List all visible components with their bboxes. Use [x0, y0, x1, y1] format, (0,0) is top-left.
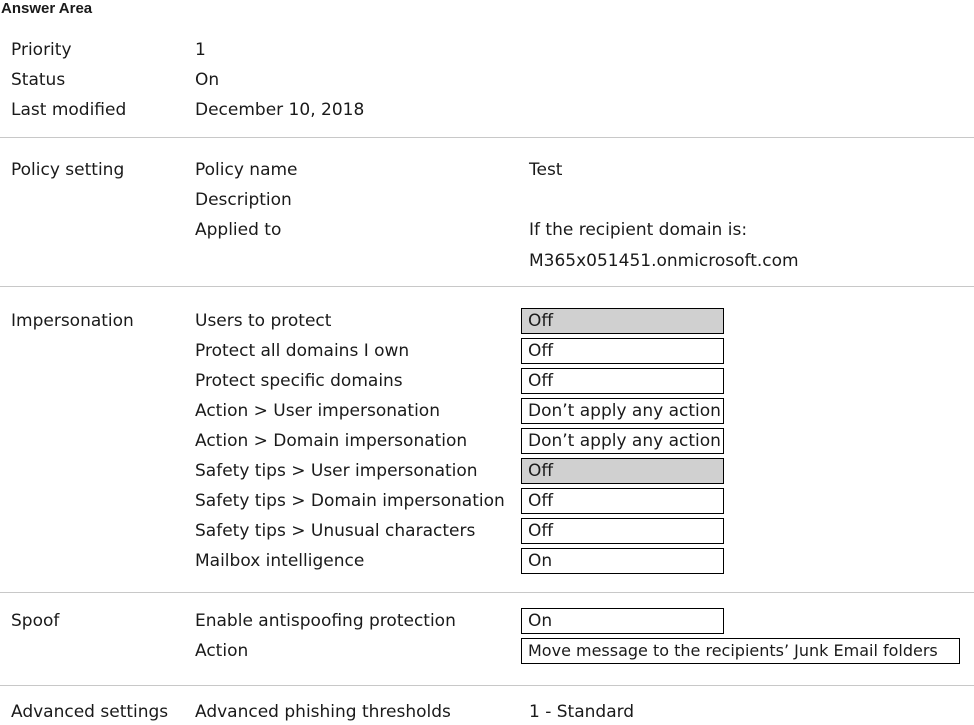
last-modified-value: December 10, 2018 [195, 100, 365, 120]
applied-to-value: If the recipient domain is: [529, 220, 748, 240]
separator [0, 592, 974, 593]
mailbox-intelligence-box[interactable]: On [521, 548, 724, 574]
impersonation-section-label: Impersonation [11, 311, 134, 331]
mailbox-intelligence-label: Mailbox intelligence [195, 551, 365, 571]
separator [0, 685, 974, 686]
users-to-protect-box[interactable]: Off [521, 308, 724, 334]
status-value: On [195, 70, 220, 90]
priority-value: 1 [195, 40, 206, 60]
spoof-section-label: Spoof [11, 611, 60, 631]
action-user-impersonation-label: Action > User impersonation [195, 401, 440, 421]
priority-label: Priority [11, 40, 72, 60]
description-label: Description [195, 190, 292, 210]
advanced-phishing-thresholds-value: 1 - Standard [529, 702, 635, 722]
separator [0, 286, 974, 287]
safety-tips-domain-impersonation-label: Safety tips > Domain impersonation [195, 491, 505, 511]
status-label: Status [11, 70, 66, 90]
separator [0, 137, 974, 138]
action-domain-impersonation-label: Action > Domain impersonation [195, 431, 468, 451]
advanced-phishing-thresholds-label: Advanced phishing thresholds [195, 702, 451, 722]
safety-tips-user-impersonation-label: Safety tips > User impersonation [195, 461, 478, 481]
action-domain-impersonation-box[interactable]: Don’t apply any action [521, 428, 724, 454]
safety-tips-domain-impersonation-box[interactable]: Off [521, 488, 724, 514]
enable-antispoofing-label: Enable antispoofing protection [195, 611, 456, 631]
policy-name-value: Test [529, 160, 563, 180]
users-to-protect-label: Users to protect [195, 311, 332, 331]
safety-tips-user-impersonation-box[interactable]: Off [521, 458, 724, 484]
spoof-action-label: Action [195, 641, 249, 661]
protect-specific-domains-label: Protect specific domains [195, 371, 403, 391]
applied-domain-value: M365x051451.onmicrosoft.com [529, 251, 799, 271]
protect-specific-domains-box[interactable]: Off [521, 368, 724, 394]
answer-area-title: Answer Area [1, 0, 93, 17]
protect-all-domains-label: Protect all domains I own [195, 341, 410, 361]
enable-antispoofing-box[interactable]: On [521, 608, 724, 634]
safety-tips-unusual-characters-box[interactable]: Off [521, 518, 724, 544]
action-user-impersonation-box[interactable]: Don’t apply any action [521, 398, 724, 424]
applied-to-label: Applied to [195, 220, 282, 240]
last-modified-label: Last modified [11, 100, 127, 120]
policy-setting-section-label: Policy setting [11, 160, 125, 180]
safety-tips-unusual-characters-label: Safety tips > Unusual characters [195, 521, 476, 541]
advanced-settings-section-label: Advanced settings [11, 702, 169, 722]
protect-all-domains-box[interactable]: Off [521, 338, 724, 364]
policy-name-label: Policy name [195, 160, 298, 180]
spoof-action-box[interactable]: Move message to the recipients’ Junk Email folders [521, 638, 960, 664]
